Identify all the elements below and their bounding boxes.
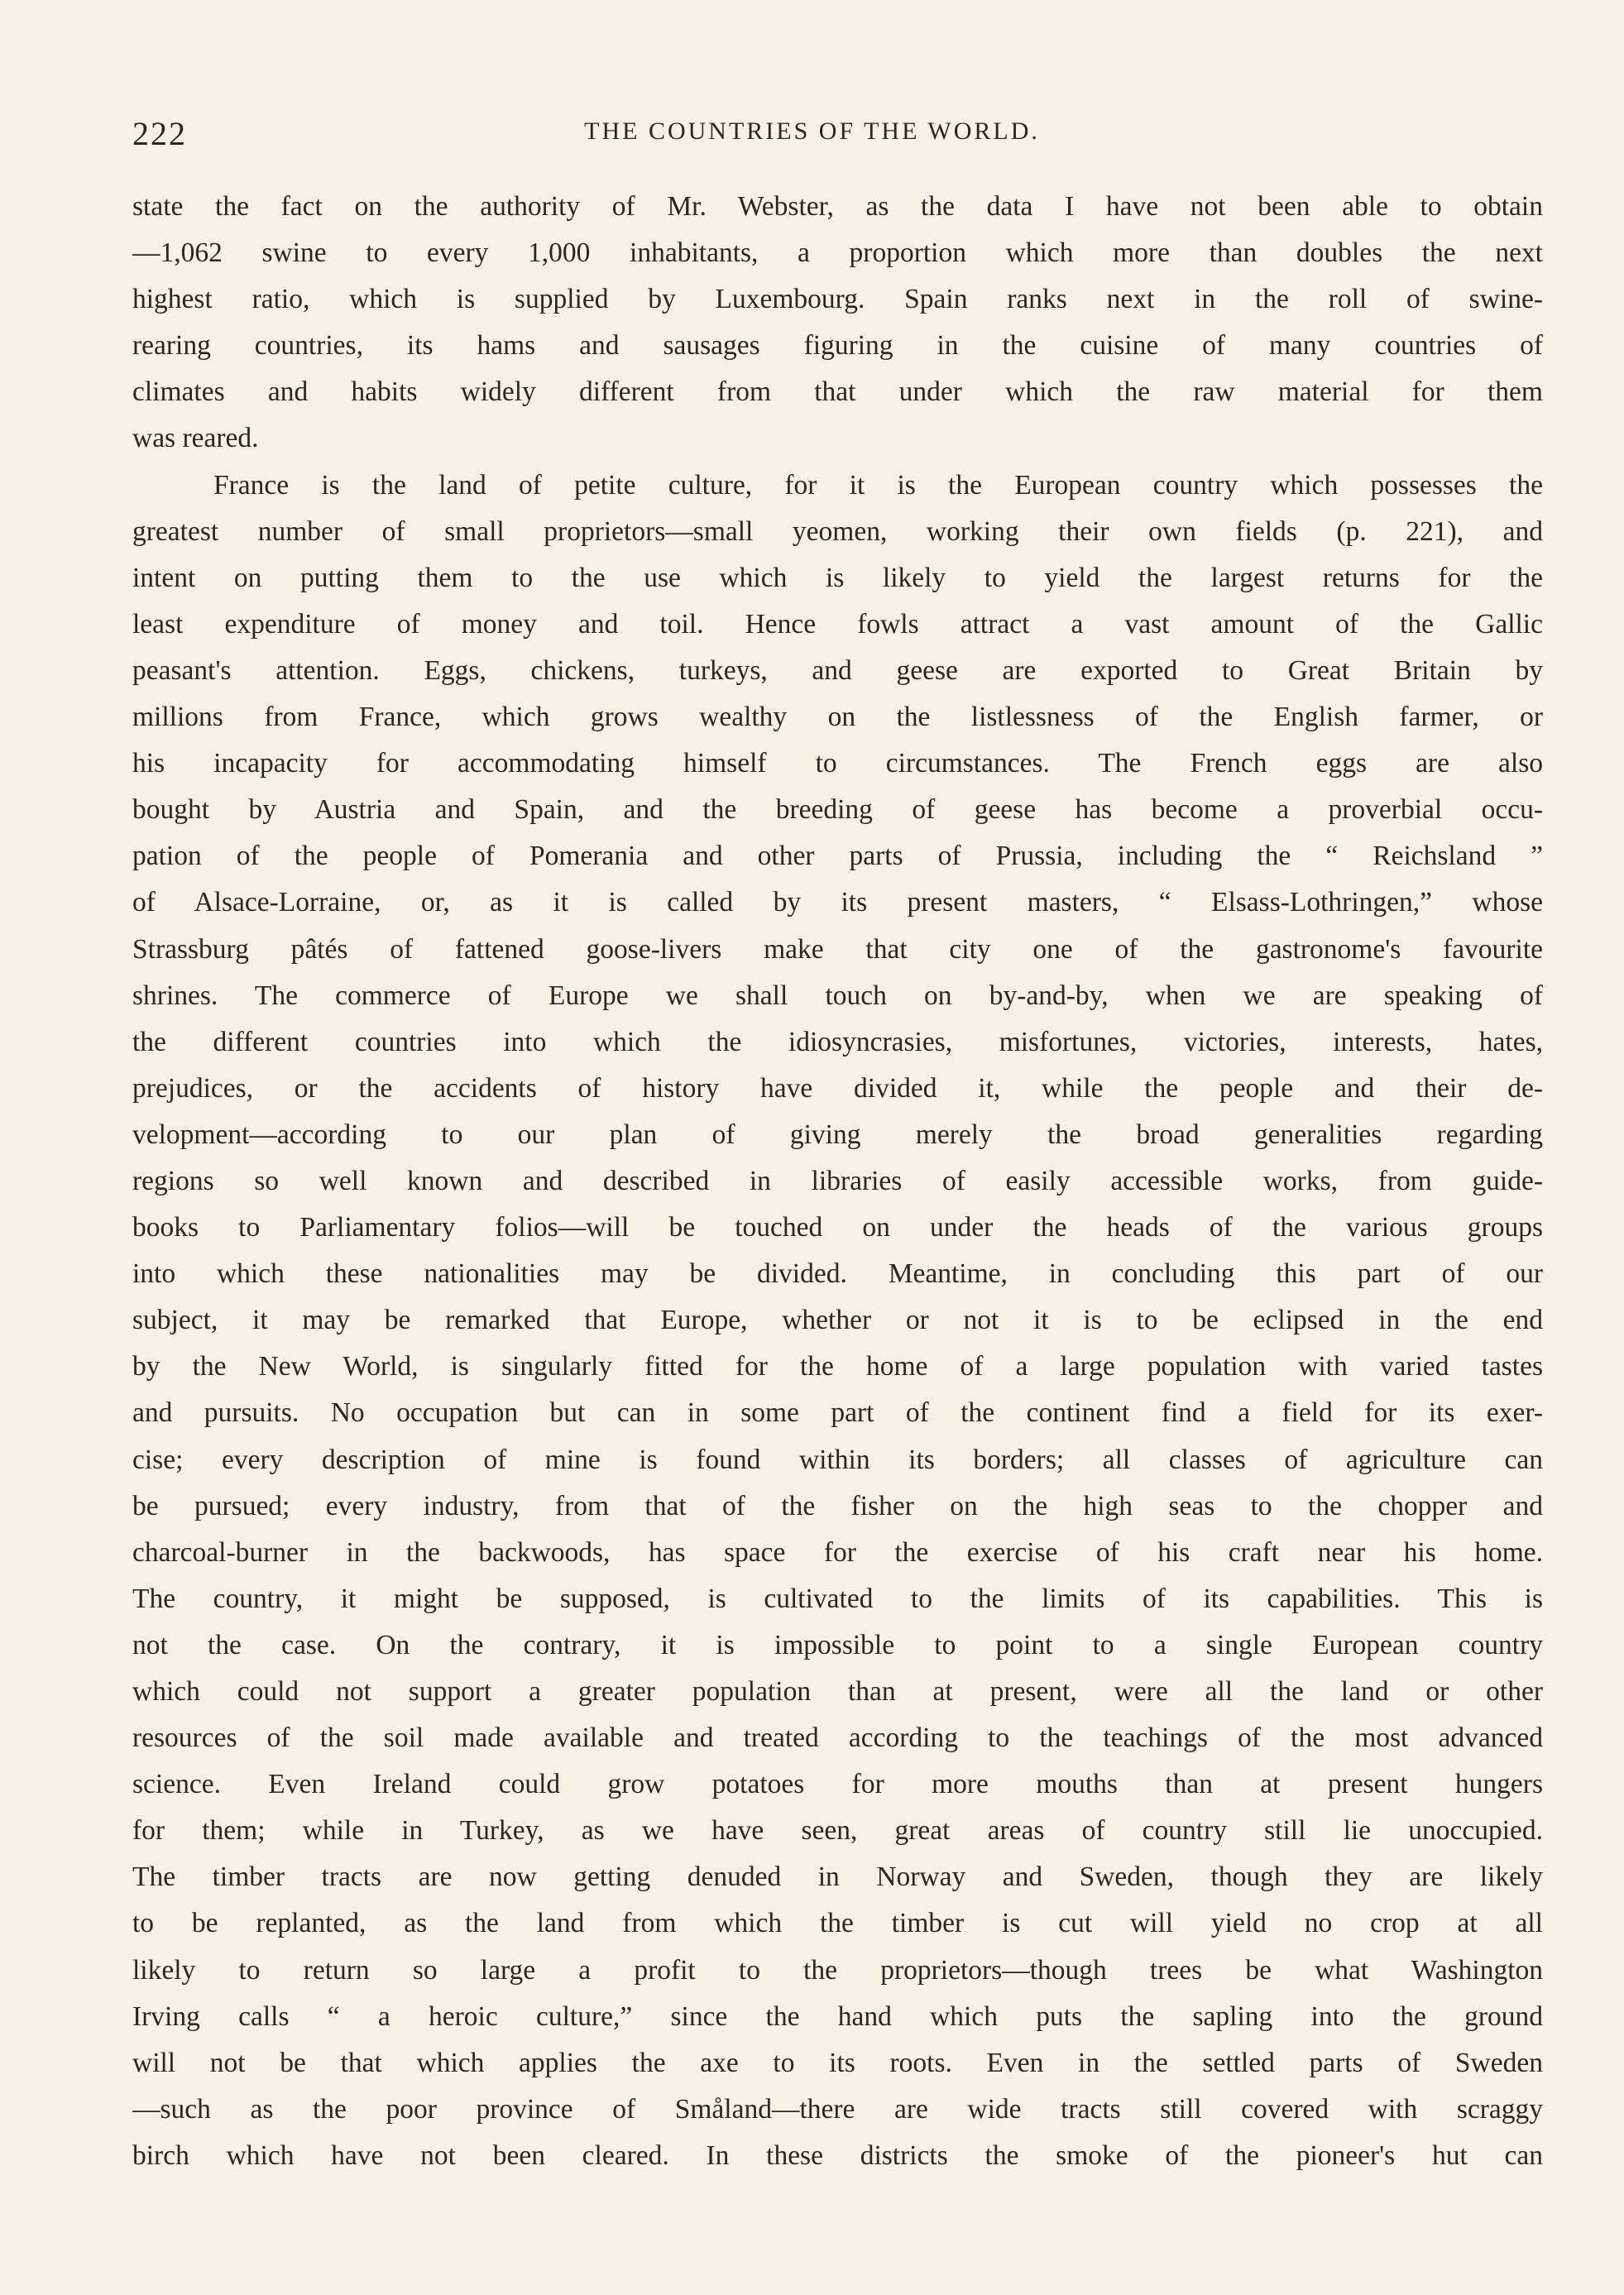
text-line: regions so well known and described in libraries of easily accessible works, from guide- — [132, 1165, 1543, 1196]
text-line: of Alsace-Lorraine, or, as it is called by its present masters, “ Elsass-Lothringen,” whose — [132, 887, 1543, 918]
text-line: —1,062 swine to every 1,000 inhabitants, a proportion which more than doubles the next — [132, 237, 1543, 269]
text-line: bought by Austria and Spain, and the breeding of geese has become a proverbial occu- — [132, 794, 1543, 826]
text-line: resources of the soil made available and treated according to the teachings of the most advanced — [132, 1722, 1543, 1754]
text-line: was reared. — [132, 423, 259, 454]
text-line: birch which have not been cleared. In these districts the smoke of the pioneer's hut can — [132, 2139, 1543, 2171]
text-line: state the fact on the authority of Mr. Webster, as the data I have not been able to obtain — [132, 191, 1543, 222]
text-line: books to Parliamentary folios—will be touched on under the heads of the various groups — [132, 1212, 1543, 1243]
text-line: for them; while in Turkey, as we have seen, great areas of country still lie unoccupied. — [132, 1815, 1543, 1847]
text-line: greatest number of small proprietors—small yeomen, working their own fields (p. 221), and — [132, 515, 1543, 547]
text-line: France is the land of petite culture, for it is the European country which possesses the — [213, 469, 1543, 501]
page-header — [132, 114, 1492, 156]
text-line: The country, it might be supposed, is cultivated to the limits of its capabilities. This is — [132, 1583, 1543, 1614]
body-text — [132, 184, 1543, 2179]
text-line: to be replanted, as the land from which the timber is cut will yield no crop at all — [132, 1908, 1543, 1939]
text-line: cise; every description of mine is found within its borders; all classes of agriculture can — [132, 1444, 1543, 1475]
text-line: which could not support a greater population than at present, were all the land or other — [132, 1676, 1543, 1707]
text-line: The timber tracts are now getting denuded in Norway and Sweden, though they are likely — [132, 1861, 1543, 1893]
text-line: least expenditure of money and toil. Hence fowls attract a vast amount of the Gallic — [132, 608, 1543, 640]
text-line: will not be that which applies the axe to its roots. Even in the settled parts of Sweden — [132, 2047, 1543, 2078]
text-line: prejudices, or the accidents of history have divided it, while the people and their de- — [132, 1072, 1543, 1104]
text-line: subject, it may be remarked that Europe, whether or not it is to be eclipsed in the end — [132, 1305, 1543, 1336]
text-line: highest ratio, which is supplied by Luxembourg. Spain ranks next in the roll of swine- — [132, 284, 1543, 315]
text-line: be pursued; every industry, from that of the fisher on the high seas to the chopper and — [132, 1490, 1543, 1521]
text-line: Irving calls “ a heroic culture,” since the hand which puts the sapling into the ground — [132, 2000, 1543, 2032]
running-title: THE COUNTRIES OF THE WORLD. — [584, 117, 1040, 145]
text-line: rearing countries, its hams and sausages figuring in the cuisine of many countries of — [132, 330, 1543, 362]
page-number: 222 — [132, 115, 187, 152]
text-line: the different countries into which the idiosyncrasies, misfortunes, victories, interests, hates, — [132, 1026, 1543, 1057]
text-line: charcoal-burner in the backwoods, has space for the exercise of his craft near his home. — [132, 1536, 1543, 1568]
text-line: velopment—according to our plan of giving merely the broad generalities regarding — [132, 1119, 1543, 1150]
text-line: —such as the poor province of Småland—there are wide tracts still covered with scraggy — [132, 2093, 1543, 2125]
text-line: not the case. On the contrary, it is impossible to point to a single European country — [132, 1629, 1543, 1660]
text-line: intent on putting them to the use which is likely to yield the largest returns for the — [132, 562, 1543, 593]
text-line: science. Even Ireland could grow potatoes for more mouths than at present hungers — [132, 1769, 1543, 1800]
text-line: by the New World, is singularly fitted for the home of a large population with varied tastes — [132, 1351, 1543, 1382]
text-line: shrines. The commerce of Europe we shall touch on by-and-by, when we are speaking of — [132, 980, 1543, 1011]
text-line: likely to return so large a profit to the proprietors—though trees be what Washington — [132, 1954, 1543, 1986]
text-line: climates and habits widely different from that under which the raw material for them — [132, 376, 1543, 408]
text-line: and pursuits. No occupation but can in some part of the continent find a field for its exer- — [132, 1397, 1543, 1429]
text-line: peasant's attention. Eggs, chickens, turkeys, and geese are exported to Great Britain by — [132, 654, 1543, 686]
text-line: into which these nationalities may be divided. Meantime, in concluding this part of our — [132, 1258, 1543, 1290]
text-line: his incapacity for accommodating himself to circumstances. The French eggs are also — [132, 748, 1543, 779]
text-line: pation of the people of Pomerania and other parts of Prussia, including the “ Reichsland ” — [132, 841, 1543, 872]
text-line: Strassburg pâtés of fattened goose-livers make that city one of the gastronome's favourite — [132, 933, 1543, 965]
text-line: millions from France, which grows wealthy on the listlessness of the English farmer, or — [132, 702, 1543, 733]
